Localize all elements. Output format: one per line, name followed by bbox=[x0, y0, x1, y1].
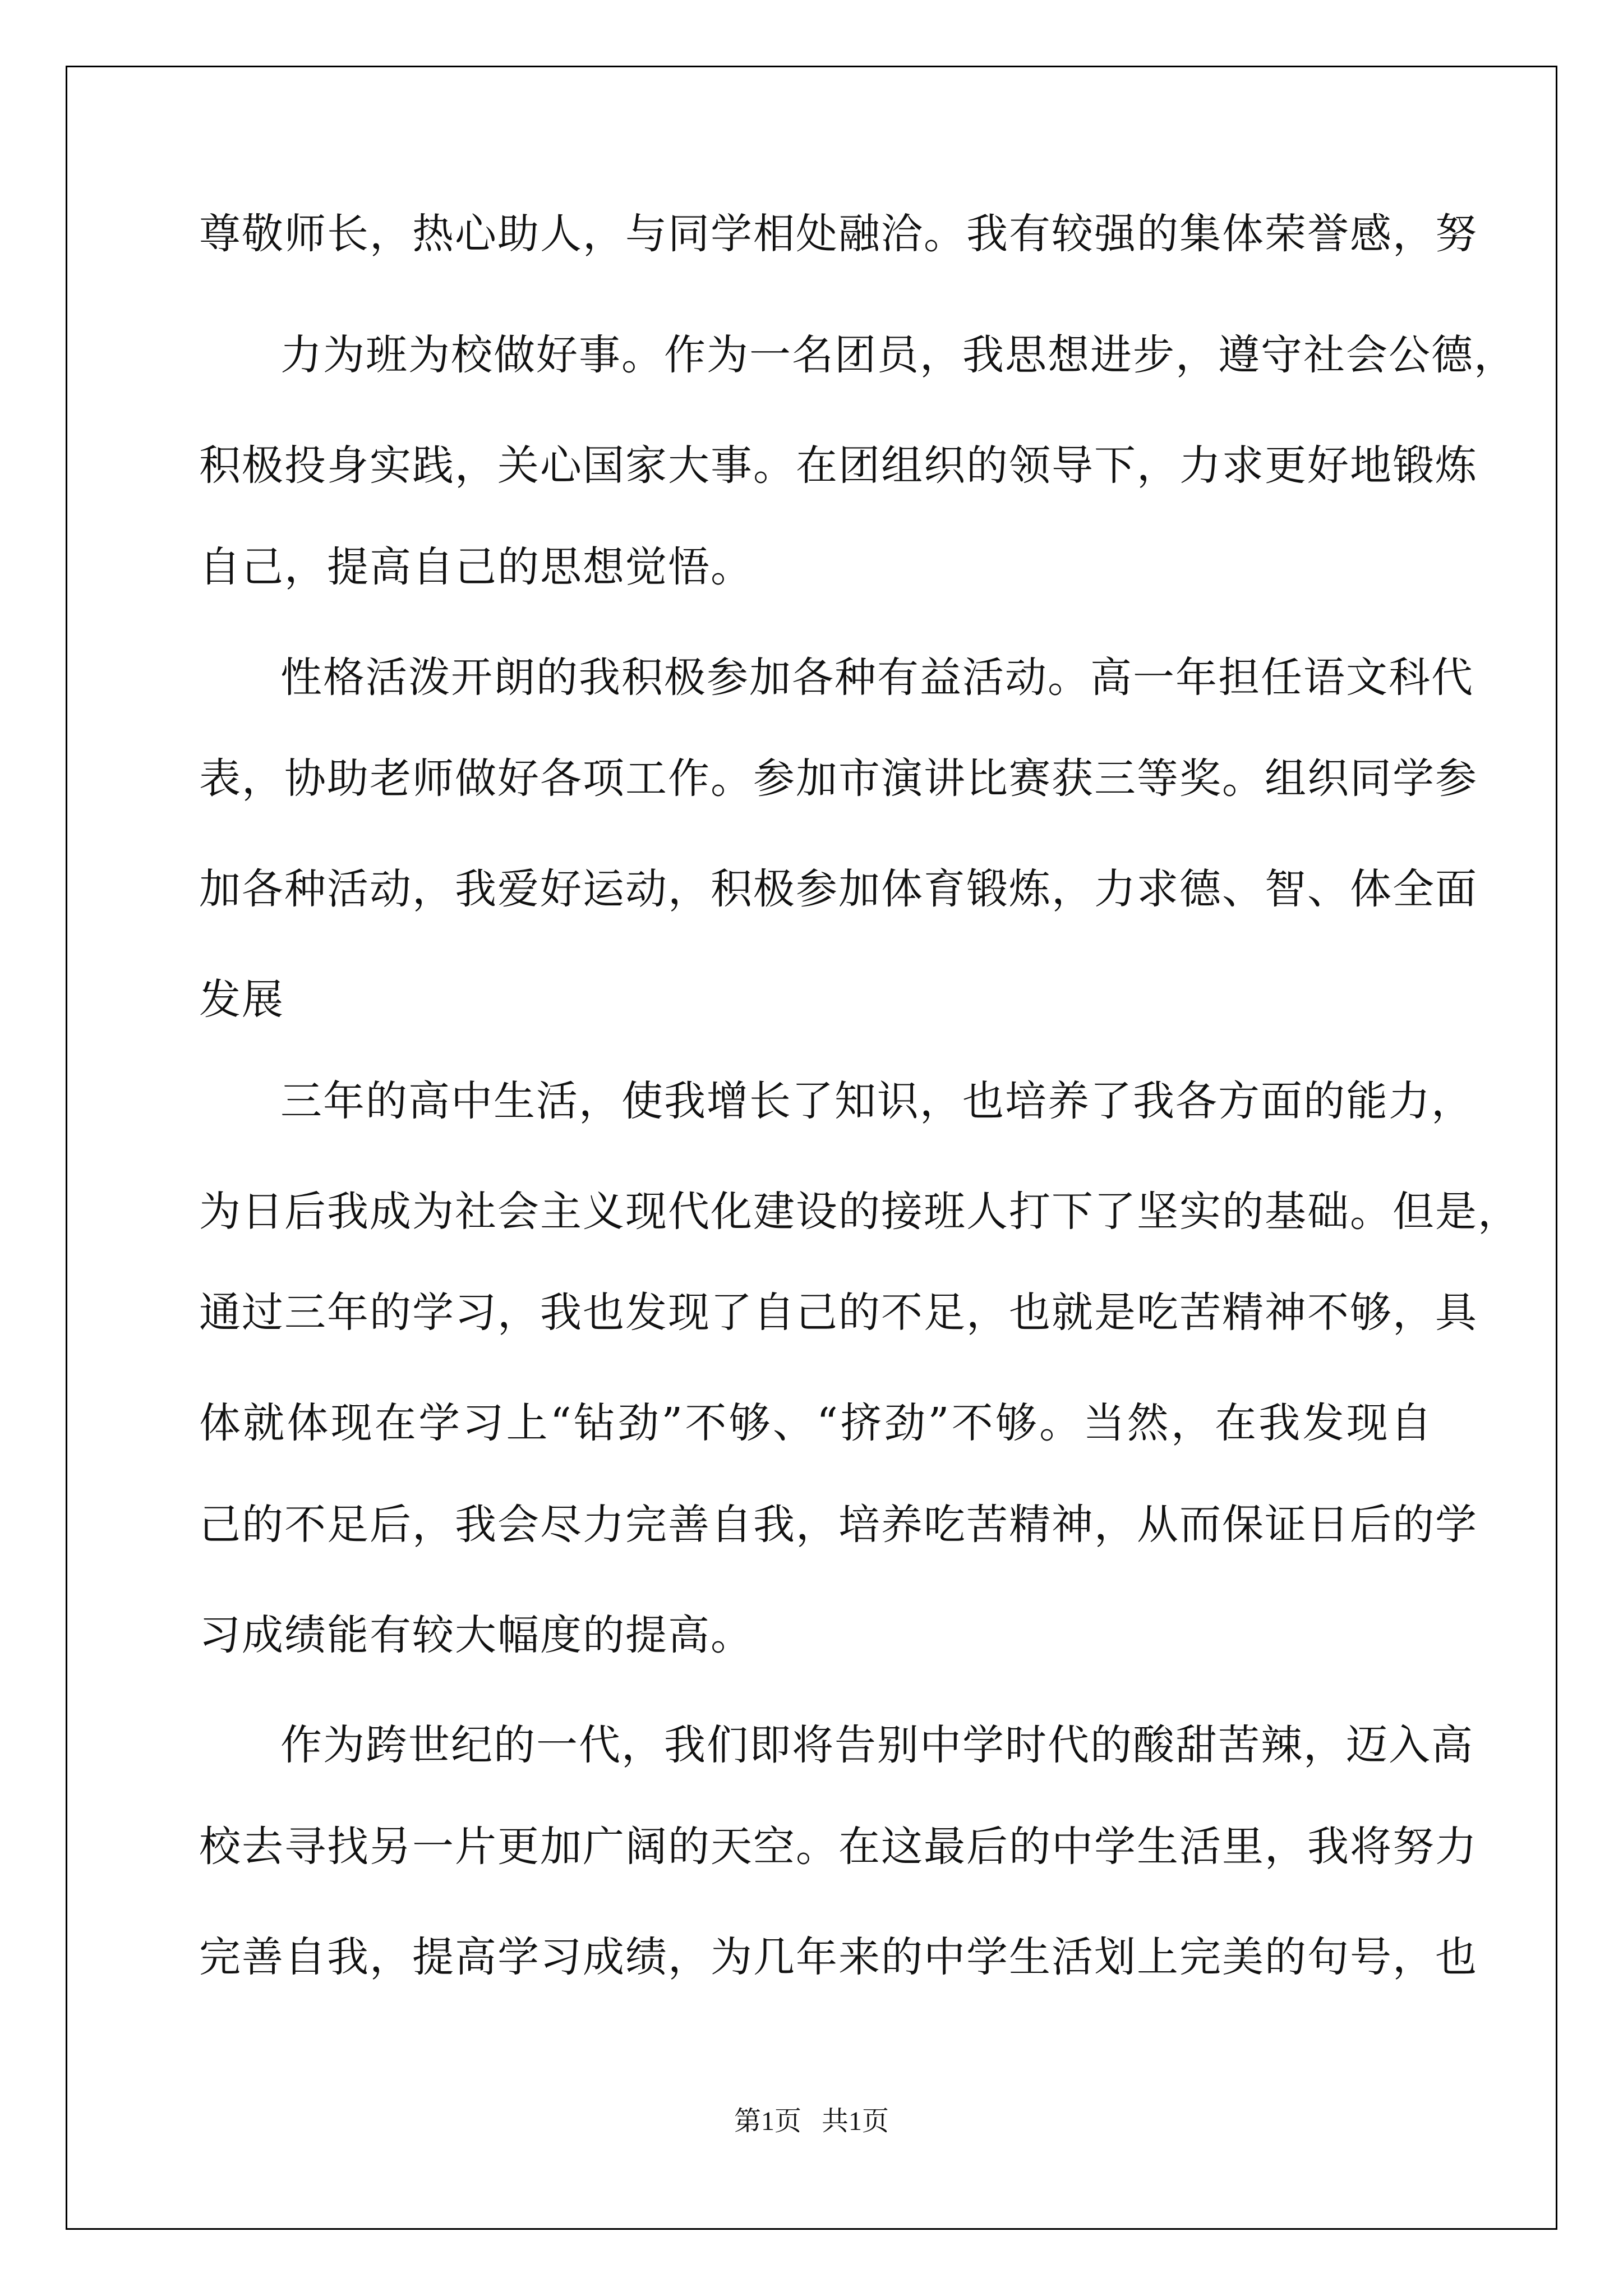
text-line: 加各种活动，我爱好运动，积极参加体育锻炼，力求德、智、体全面 bbox=[199, 865, 1478, 913]
page-border bbox=[66, 66, 1557, 2230]
text-line: 力为班为校做好事。作为一名团员，我思想进步，遵守社会公德， bbox=[280, 331, 1516, 379]
text-line: 尊敬师长，热心助人，与同学相处融洽。我有较强的集体荣誉感，努 bbox=[199, 210, 1478, 258]
text-line: 表，协助老师做好各项工作。参加市演讲比赛获三等奖。组织同学参 bbox=[199, 754, 1478, 803]
text-line: 为日后我成为社会主义现代化建设的接班人打下了坚实的基础。但是， bbox=[199, 1188, 1520, 1236]
text-line: 三年的高中生活，使我增长了知识，也培养了我各方面的能力， bbox=[280, 1077, 1474, 1125]
text-line: 完善自我，提高学习成绩，为几年来的中学生活划上完美的句号，也 bbox=[199, 1933, 1478, 1981]
text-line: 积极投身实践，关心国家大事。在团组织的领导下，力求更好地锻炼 bbox=[199, 441, 1478, 490]
text-line: 性格活泼开朗的我积极参加各种有益活动。高一年担任语文科代 bbox=[280, 654, 1474, 702]
page-number: 第1页 bbox=[734, 2106, 801, 2136]
page-total: 共1页 bbox=[822, 2106, 889, 2136]
text-line: 习成绩能有较大幅度的提高。 bbox=[199, 1611, 753, 1659]
text-line: 己的不足后，我会尽力完善自我，培养吃苦精神，从而保证日后的学 bbox=[199, 1501, 1478, 1549]
text-line: 体就体现在学习上“钻劲”不够、“挤劲”不够。当然，在我发现自 bbox=[199, 1399, 1433, 1447]
text-line: 通过三年的学习，我也发现了自己的不足，也就是吃苦精神不够，具 bbox=[199, 1289, 1478, 1337]
text-line: 校去寻找另一片更加广阔的天空。在这最后的中学生活里，我将努力 bbox=[199, 1823, 1478, 1871]
text-line: 发展 bbox=[199, 976, 284, 1024]
page-footer bbox=[0, 2105, 1623, 2138]
text-line: 作为跨世纪的一代，我们即将告别中学时代的酸甜苦辣，迈入高 bbox=[280, 1721, 1474, 1769]
text-line: 自己，提高自己的思想觉悟。 bbox=[199, 543, 753, 591]
